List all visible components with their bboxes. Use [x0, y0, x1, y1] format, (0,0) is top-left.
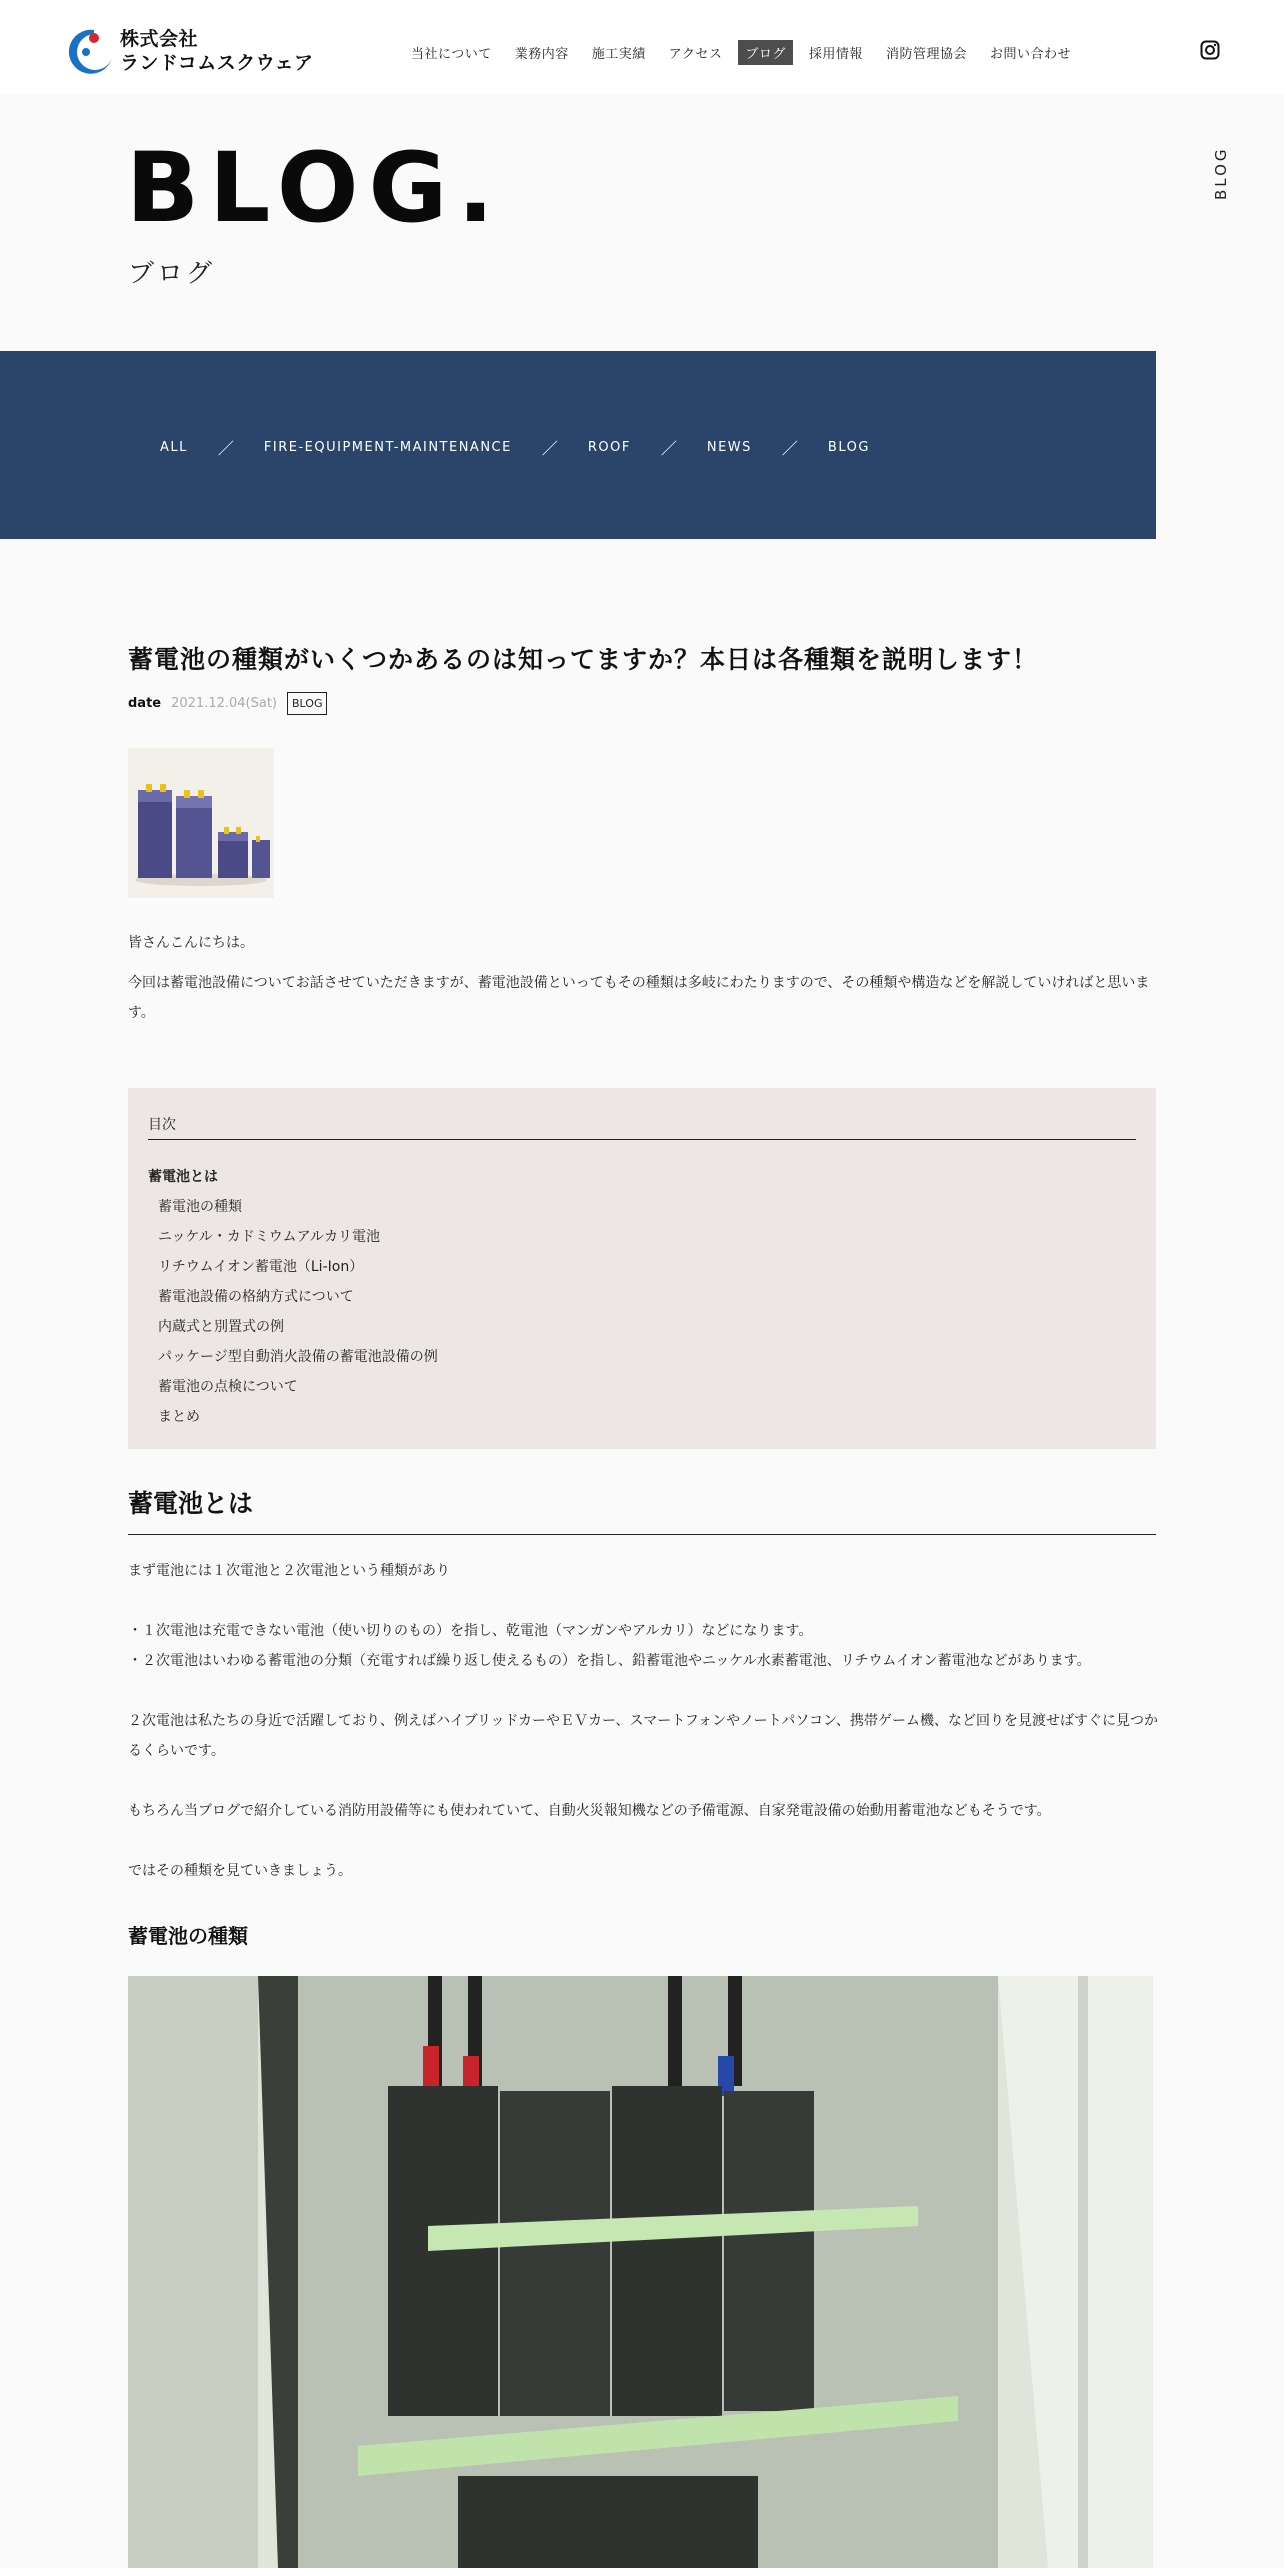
category-all[interactable]: ALL	[160, 440, 188, 455]
category-list	[160, 436, 870, 459]
intro-paragraph-2: 今回は蓄電池設備についてお話させていただきますが、蓄電池設備といってもその種類は多岐にわたりますので、その種類や構造などを解説していければと思います。	[128, 975, 1150, 1021]
section-heading: 蓄電池とは	[128, 1484, 1156, 1535]
category-separator: ／	[660, 439, 677, 458]
toc-item[interactable]: ニッケル・カドミウムアルカリ電池	[158, 1229, 381, 1245]
toc-item[interactable]: まとめ	[158, 1409, 200, 1425]
table-of-contents	[128, 1088, 1156, 1449]
logo-text	[120, 27, 313, 75]
page-title: BLOG.	[126, 132, 504, 244]
section-paragraph: まず電池には１次電池と２次電池という種類があり	[128, 1563, 450, 1579]
site-logo[interactable]	[64, 24, 314, 78]
category-roof[interactable]: ROOF	[587, 440, 631, 455]
toc-item[interactable]: 蓄電池の種類	[158, 1199, 242, 1215]
intro-paragraph-1: 皆さんこんにちは。	[128, 935, 254, 951]
nav-item-about[interactable]: 当社について	[411, 47, 492, 62]
battery-thumbnail-image	[128, 748, 274, 898]
nav-item-access[interactable]: アクセス	[668, 47, 723, 62]
logo-line-2: ランドコムスクウェア	[120, 52, 314, 74]
nav-item-services[interactable]: 業務内容	[514, 47, 569, 62]
article-tag[interactable]: BLOG	[287, 692, 327, 715]
toc-title: 目次	[148, 1114, 1136, 1140]
page-subtitle: ブログ	[128, 259, 216, 289]
nav-item-blog[interactable]: ブログ	[738, 40, 793, 65]
sub-heading: 蓄電池の種類	[128, 1924, 248, 1948]
site-header	[0, 0, 1284, 94]
category-separator: ／	[217, 439, 234, 458]
toc-item[interactable]: 内蔵式と別置式の例	[158, 1319, 284, 1335]
toc-item[interactable]: 蓄電池設備の格納方式について	[158, 1289, 354, 1305]
category-separator: ／	[541, 439, 558, 458]
logo-line-1: 株式会社	[120, 28, 199, 50]
section-paragraph: ・１次電池は充電できない電池（使い切りのもの）を指し、乾電池（マンガンやアルカリ）などになります。	[128, 1623, 813, 1639]
nav-item-works[interactable]: 施工実績	[591, 47, 646, 62]
article-thumbnail	[128, 748, 274, 898]
toc-item[interactable]: パッケージ型自動消火設備の蓄電池設備の例	[158, 1349, 438, 1365]
nav-item-fire-association[interactable]: 消防管理協会	[885, 47, 967, 62]
category-band	[0, 351, 1156, 539]
toc-list	[148, 1162, 438, 1432]
toc-item[interactable]: リチウムイオン蓄電池（Li-Ion）	[158, 1259, 364, 1275]
battery-cabinet-image	[128, 1976, 1153, 2568]
logo-mark-icon	[64, 24, 116, 78]
date-label: date	[128, 696, 162, 711]
category-separator: ／	[781, 439, 798, 458]
side-label-text: BLOG	[1212, 146, 1230, 200]
main-nav	[404, 40, 1087, 65]
article-date: 2021.12.04(Sat)	[171, 696, 278, 711]
toc-item[interactable]: 蓄電池の点検について	[158, 1379, 298, 1395]
article-meta	[128, 692, 327, 715]
toc-item[interactable]: 蓄電池とは	[148, 1169, 218, 1185]
category-news[interactable]: NEWS	[706, 440, 752, 455]
section-paragraph: ではその種類を見ていきましょう。	[128, 1863, 352, 1879]
category-blog[interactable]: BLOG	[827, 440, 870, 455]
category-fire-equipment-maintenance[interactable]: FIRE-EQUIPMENT-MAINTENANCE	[263, 440, 512, 455]
battery-cabinet-photo	[128, 1976, 1153, 2568]
instagram-icon[interactable]	[1200, 40, 1220, 60]
article-title: 蓄電池の種類がいくつかあるのは知ってますか？本日は各種類を説明します！	[128, 645, 1039, 674]
nav-item-contact[interactable]: お問い合わせ	[989, 47, 1071, 62]
side-label	[1212, 146, 1232, 200]
nav-item-recruit[interactable]: 採用情報	[808, 47, 863, 62]
section-paragraph: ・２次電池はいわゆる蓄電池の分類（充電すれば繰り返し使えるもの）を指し、鉛蓄電池やニッケル水素蓄電池、リチウムイオン蓄電池などがあります。	[128, 1653, 1091, 1669]
section-paragraph: ２次電池は私たちの身近で活躍しており、例えばハイブリッドカーやＥＶカー、スマートフォンやノートパソコン、携帯ゲーム機、など回りを見渡せばすぐに見つかるくらいです。	[128, 1713, 1158, 1759]
section-paragraph: もちろん当ブログで紹介している消防用設備等にも使われていて、自動火災報知機などの予備電源、自家発電設備の始動用蓄電池などもそうです。	[128, 1803, 1051, 1819]
